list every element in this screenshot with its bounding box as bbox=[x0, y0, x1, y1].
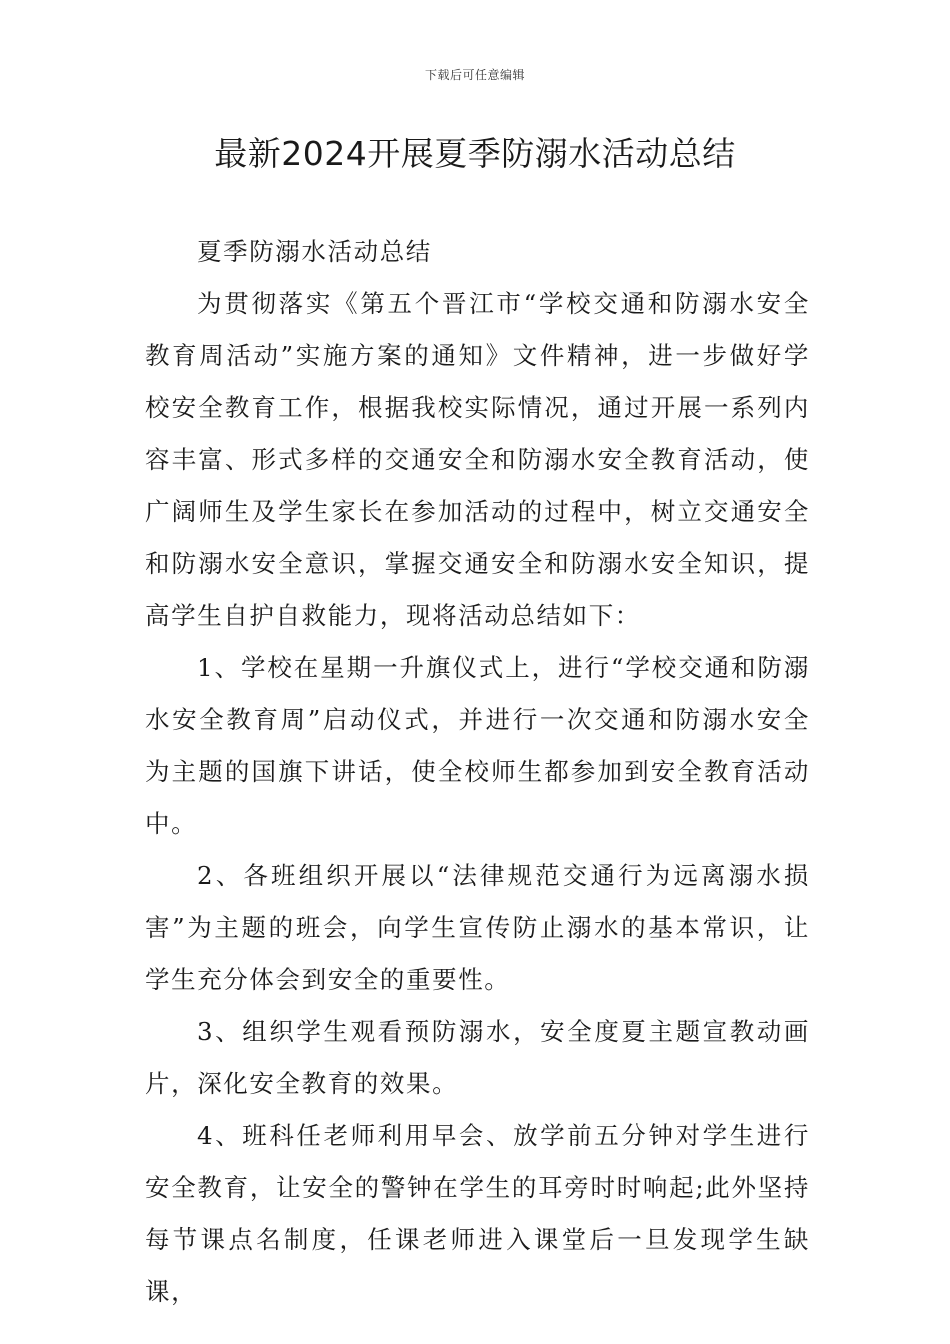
header-note: 下载后可任意编辑 bbox=[424, 68, 525, 82]
intro-paragraph: 为贯彻落实《第五个晋江市“学校交通和防溺水安全教育周活动”实施方案的通知》文件精神，进一步做好学校安全教育工作，根据我校实际情况，通过开展一系列内容丰富、形式多样的交通安全和防溺水安全教育活动，使广阔师生及学生家长在参加活动的过程中，树立交通安全和防溺水安全意识，掌握交通安全和防溺水安全知识，提高学生自护自救能力，现将活动总结如下： bbox=[145, 289, 810, 630]
document-title: 最新2024开展夏季防溺水活动总结 bbox=[214, 134, 736, 173]
document-body bbox=[145, 226, 810, 1318]
section-heading: 夏季防溺水活动总结 bbox=[197, 237, 432, 266]
activity-item-3: 3、组织学生观看预防溺水，安全度夏主题宣教动画片，深化安全教育的效果。 bbox=[145, 1017, 810, 1098]
activity-item-1: 1、学校在星期一升旗仪式上，进行“学校交通和防溺水安全教育周”启动仪式，并进行一次交通和防溺水安全为主题的国旗下讲话，使全校师生都参加到安全教育活动中。 bbox=[145, 653, 810, 838]
activity-item-2: 2、各班组织开展以“法律规范交通行为远离溺水损害”为主题的班会，向学生宣传防止溺水的基本常识，让学生充分体会到安全的重要性。 bbox=[145, 861, 810, 994]
activity-item-4: 4、班科任老师利用早会、放学前五分钟对学生进行安全教育，让安全的警钟在学生的耳旁时时响起;此外坚持每节课点名制度，任课老师进入课堂后一旦发现学生缺课， bbox=[145, 1121, 810, 1306]
